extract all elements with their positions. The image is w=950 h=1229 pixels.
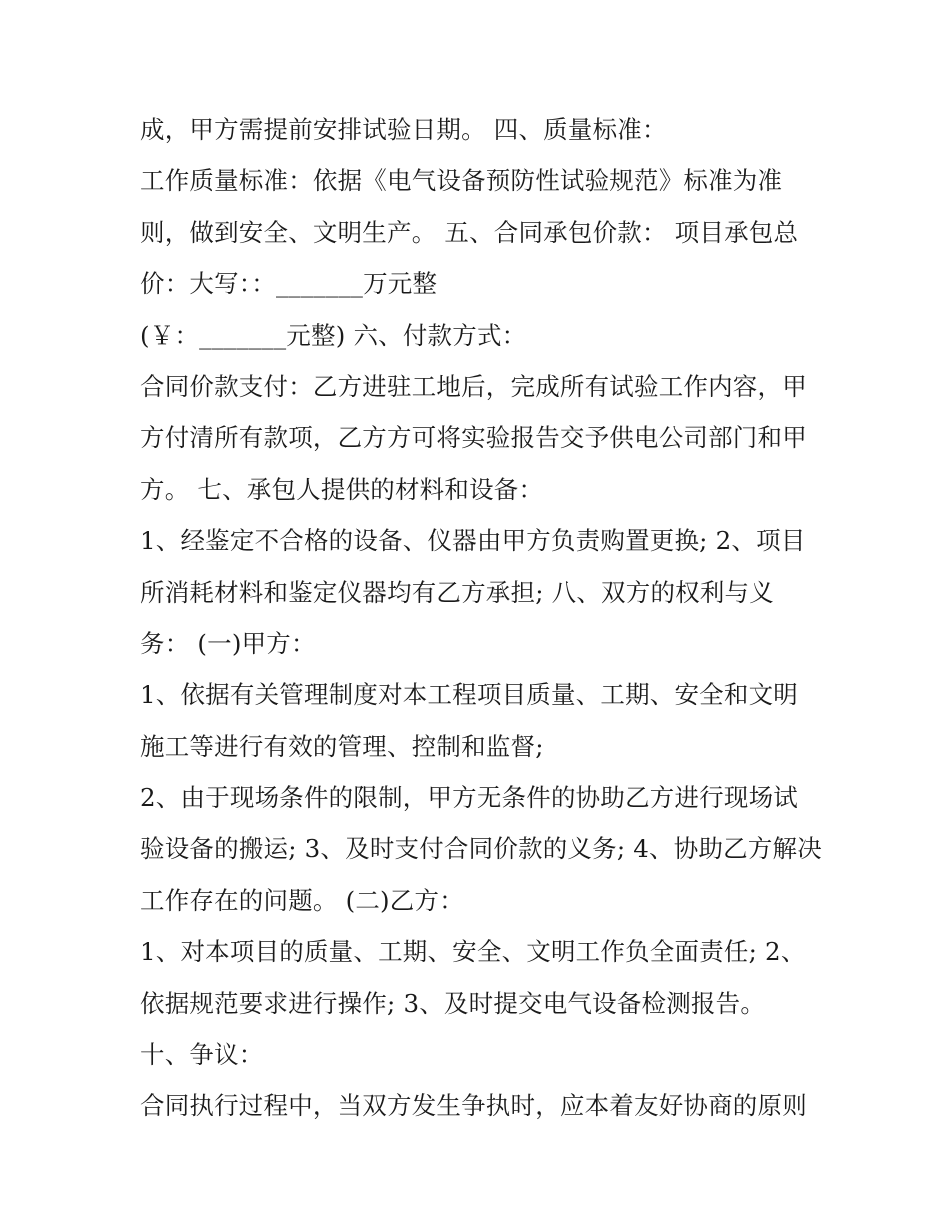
text-line: 工作质量标准：依据《电气设备预防性试验规范》标准为准 [140, 166, 783, 196]
text-line: 验设备的搬运; 3、及时支付合同价款的义务; 4、协助乙方解决 [140, 834, 822, 864]
text-line: 则，做到安全、文明生产。 五、合同承包价款： 项目承包总 [140, 217, 799, 247]
text-line: 工作存在的问题。 (二)乙方： [140, 885, 464, 915]
text-line: 务： (一)甲方： [140, 628, 316, 658]
text-line: 依据规范要求进行操作; 3、及时提交电气设备检测报告。 [140, 988, 766, 1018]
text-line: 合同价款支付：乙方进驻工地后，完成所有试验工作内容，甲 [140, 371, 807, 401]
document-body [140, 104, 830, 1132]
text-line: 施工等进行有效的管理、控制和监督; [140, 731, 544, 761]
text-line: 合同执行过程中，当双方发生争执时，应本着友好协商的原则 [140, 1091, 807, 1121]
text-line: 价：大写：：_______万元整 [140, 269, 438, 299]
text-line: 十、争议： [140, 1040, 264, 1070]
text-line: 1、对本项目的质量、工期、安全、文明工作负全面责任; 2、 [140, 937, 806, 967]
text-line: 方。 七、承包人提供的材料和设备： [140, 474, 544, 504]
text-line: 2、由于现场条件的限制，甲方无条件的协助乙方进行现场试 [140, 783, 798, 813]
text-line: 1、依据有关管理制度对本工程项目质量、工期、安全和文明 [140, 680, 798, 710]
text-line: 成，甲方需提前安排试验日期。 四、质量标准： [140, 115, 667, 144]
text-line: (￥：_______元整) 六、付款方式： [140, 320, 527, 350]
text-line: 1、经鉴定不合格的设备、仪器由甲方负责购置更换; 2、项目 [140, 526, 806, 556]
text-line: 所消耗材料和鉴定仪器均有乙方承担; 八、双方的权利与义 [140, 577, 774, 607]
text-line: 方付清所有款项，乙方方可将实验报告交予供电公司部门和甲 [140, 423, 807, 453]
